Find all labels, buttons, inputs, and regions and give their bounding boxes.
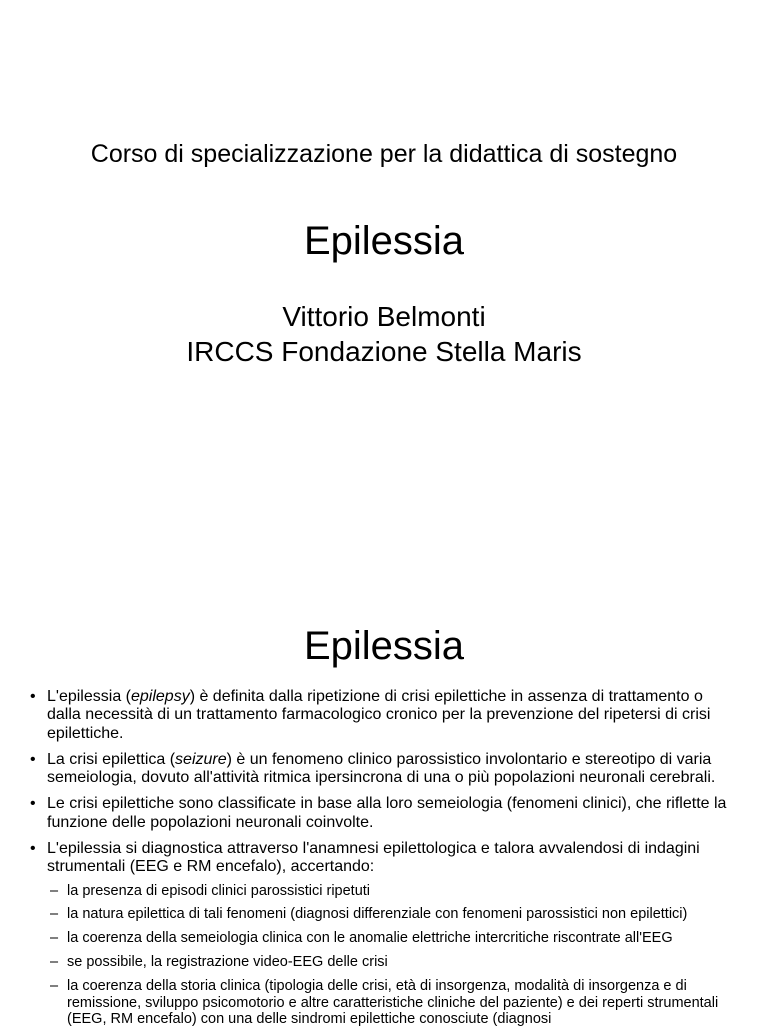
sub-bullet-text: la coerenza della semeiologia clinica con le anomalie elettriche intercritiche riscontrate all'EEG [67, 930, 673, 947]
bullet-term: epilepsy [130, 688, 190, 705]
content-slide [0, 576, 768, 1028]
bullet-term: seizure [175, 750, 227, 768]
author-block [0, 299, 768, 369]
bullet-item [28, 795, 740, 832]
sub-bullet-text: se possibile, la registrazione video-EEG delle crisi [67, 954, 388, 971]
sub-bullet-marker: – [50, 954, 59, 971]
bullet-marker: • [30, 750, 36, 768]
author-institution: IRCCS Fondazione Stella Maris [186, 336, 582, 367]
sub-bullet-marker: – [50, 906, 59, 923]
slide-title: Epilessia [303, 219, 465, 263]
sub-bullet-item [47, 883, 740, 900]
sub-bullet-list [47, 883, 740, 1029]
sub-bullet-marker: – [50, 930, 59, 947]
sub-bullet-item [47, 930, 740, 947]
bullet-list [28, 688, 740, 1036]
bullet-item [28, 840, 740, 1028]
slide-title: Epilessia [303, 624, 465, 668]
bullet-item [28, 688, 740, 743]
bullet-text: L'epilessia si diagnostica attraverso l'anamnesi epilettologica e talora avvalendosi di indagini strumentali (EEG e RM encefalo), accertando: [47, 840, 700, 876]
sub-bullet-text: la coerenza della storia clinica (tipologia delle crisi, età di insorgenza, modalità di insorgenza e di remissione, sviluppo psicomotorio e altre caratteristiche cliniche del paziente) e dei reperti strumentali (EEG, RM encefalo) con una delle sindromi epilettiche conosciute (diagnosi [67, 977, 719, 1028]
sub-bullet-text: la presenza di episodi clinici parossistici ripetuti [67, 882, 371, 899]
bullet-marker: • [30, 840, 36, 858]
author-name: Vittorio Belmonti [282, 301, 486, 332]
sub-bullet-item [47, 906, 740, 923]
sub-bullet-text: la natura epilettica di tali fenomeni (diagnosi differenziale con fenomeni parossistici non epilettici) [67, 906, 688, 923]
bullet-marker: • [30, 688, 36, 705]
bullet-text-end: ) è definita dalla ripetizione di crisi epilettiche in assenza di trattamento o dalla necessità di un trattamento farmacologico cronico per la prevenzione del ripetersi di crisi epilettiche. [47, 688, 711, 742]
bullet-text: Le crisi epilettiche sono classificate in base alla loro semeiologia (fenomeni clinici), che riflette la funzione delle popolazioni neuronali coinvolte. [47, 795, 727, 831]
bullet-item [28, 751, 740, 788]
bullet-marker: • [30, 795, 36, 813]
sub-bullet-item [47, 978, 740, 1028]
course-title: Corso di specializzazione per la didattica di sostegno [90, 140, 678, 168]
sub-bullet-marker: – [50, 882, 59, 899]
bullet-text-start: L'epilessia ( [47, 688, 131, 705]
bullet-text-start: La crisi epilettica ( [47, 750, 176, 768]
sub-bullet-item [47, 954, 740, 971]
bullet-text-end: ) è un fenomeno clinico parossistico involontario e stereotipo di varia semeiologia, dovuto all'attività ritmica ipersincrona di una o più popolazioni neuronali cerebrali. [47, 750, 716, 787]
sub-bullet-marker: – [50, 977, 59, 994]
